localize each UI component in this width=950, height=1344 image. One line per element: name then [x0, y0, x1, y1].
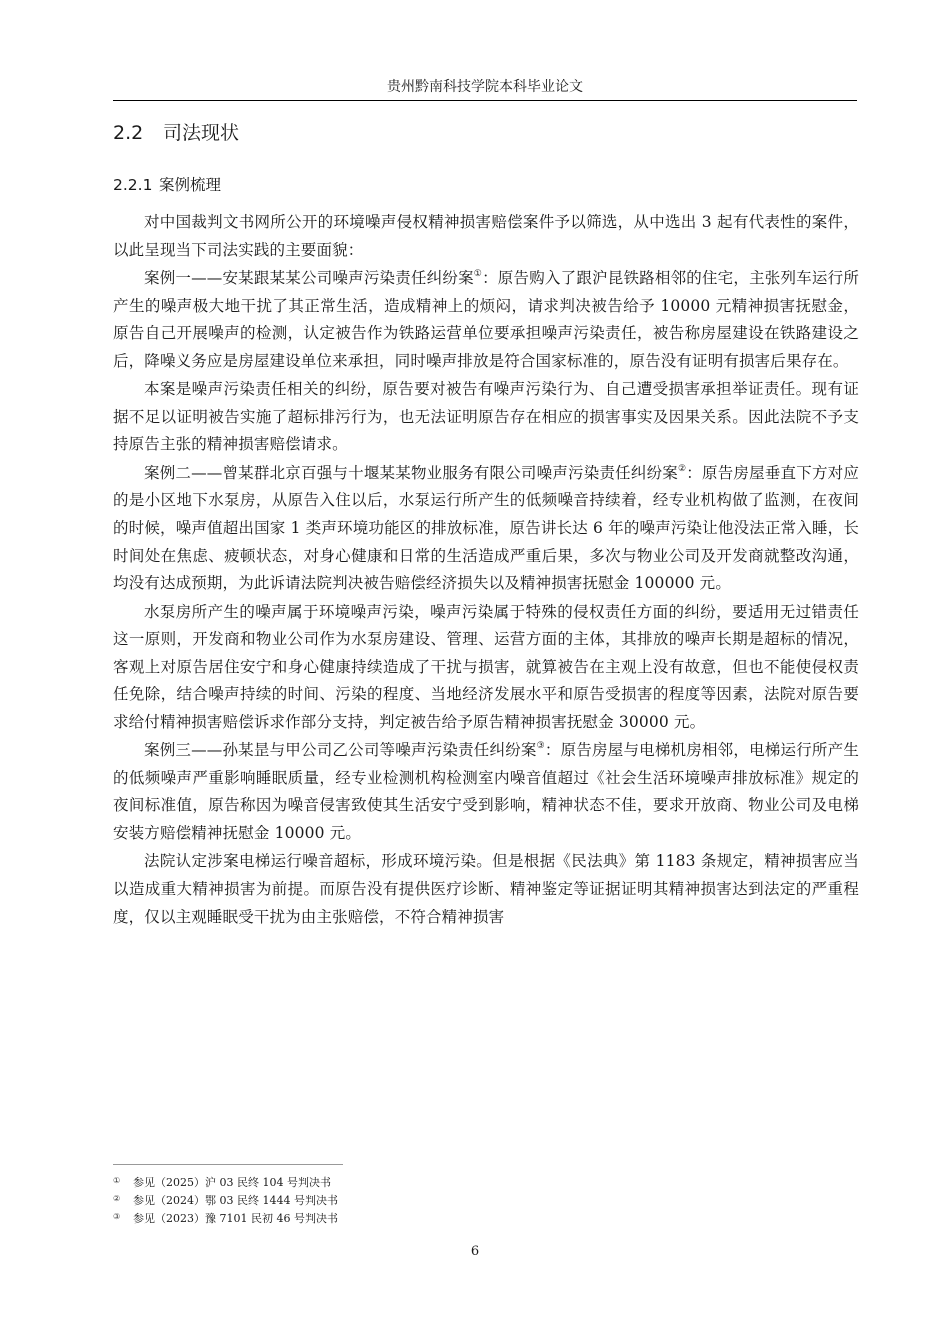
paragraph — [113, 737, 859, 847]
subsection-number: 2.2.1 — [113, 176, 153, 194]
paragraph-text: ：原告购入了跟沪昆铁路相邻的住宅，主张列车运行所产生的噪声极大地干扰了其正常生活，造成精神上的烦闷，请求判决被告给予 10000 元精神损害抚慰金，原告自己开展噪声的检测，认定被告作为铁路运营单位要承担噪声污染责任，被告称房屋建设在铁路建设之后，降噪义务应是房屋建设单位来承担，同时噪声排放是符合国家标准的，原告没有证明有损害后果存在。 — [113, 268, 859, 370]
paragraph — [113, 848, 859, 931]
subsection-heading — [113, 175, 221, 195]
footnote — [113, 1190, 813, 1208]
paragraph-text: 本案是噪声污染责任相关的纠纷，原告要对被告有噪声污染行为、自己遭受损害承担举证责任。现有证据不足以证明被告实施了超标排污行为，也无法证明原告存在相应的损害事实及因果关系。因此法院不予支持原告主张的精神损害赔偿请求。 — [113, 380, 859, 454]
section-heading — [113, 121, 239, 145]
footnote-ref[interactable]: ③ — [536, 741, 545, 752]
footnotes — [113, 1172, 813, 1226]
footnote — [113, 1208, 813, 1226]
footnote-text: 参见（2023）豫 7101 民初 46 号判决书 — [133, 1212, 338, 1225]
header-rule — [113, 100, 857, 101]
paragraph-text: 案例二——曾某群北京百强与十堰某某物业服务有限公司噪声污染责任纠纷案 — [144, 463, 678, 482]
section-number: 2.2 — [113, 122, 144, 144]
paragraph-text: 案例三——孙某昰与甲公司乙公司等噪声污染责任纠纷案 — [144, 741, 537, 760]
footnote-ref[interactable]: ② — [678, 463, 687, 474]
footnote-mark: ① — [113, 1176, 121, 1185]
footnote-ref[interactable]: ① — [473, 268, 483, 279]
footnote-text: 参见（2024）鄂 03 民终 1444 号判决书 — [133, 1194, 338, 1207]
body-text — [113, 209, 859, 931]
footnote-separator — [113, 1164, 343, 1165]
paragraph — [113, 209, 859, 264]
paragraph-text: 对中国裁判文书网所公开的环境噪声侵权精神损害赔偿案件予以筛选，从中选出 3 起有代表性的案件，以此呈现当下司法实践的主要面貌： — [113, 213, 859, 259]
footnote-mark: ② — [113, 1194, 121, 1203]
paragraph — [113, 265, 859, 375]
paragraph-text: 水泵房所产生的噪声属于环境噪声污染，噪声污染属于特殊的侵权责任方面的纠纷，要适用无过错责任这一原则，开发商和物业公司作为水泵房建设、管理、运营方面的主体，其排放的噪声长期是超标的情况，客观上对原告居住安宁和身心健康持续造成了干扰与损害，就算被告在主观上没有故意，但也不能使侵权责任免除，结合噪声持续的时间、污染的程度、当地经济发展水平和原告受损害的程度等因素，法院对原告要求给付精神损害赔偿诉求作部分支持，判定被告给予原告精神损害抚慰金 30000 元。 — [113, 602, 859, 731]
footnote-text: 参见（2025）沪 03 民终 104 号判决书 — [133, 1176, 331, 1189]
running-header: 贵州黔南科技学院本科毕业论文 — [387, 79, 583, 95]
footnote-mark: ③ — [113, 1212, 121, 1221]
paragraph-text: ：原告房屋垂直下方对应的是小区地下水泵房，从原告入住以后，水泵运行所产生的低频噪音持续着，经专业机构做了监测，在夜间的时候，噪声值超出国家 1 类声环境功能区的排放标准，原告讲长达 6 年的噪声污染让他没法正常入睡，长时间处在焦虑、疲顿状态，对身心健康和日常的生活造成严重后果，多次与物业公司及开发商就整改沟通，均没有达成预期，为此诉请法院判决被告赔偿经济损失以及精神损害抚慰金 100000 元。 — [113, 463, 860, 593]
paragraph — [113, 376, 859, 459]
paragraph-text: ：原告房屋与电梯机房相邻，电梯运行所产生的低频噪声严重影响睡眠质量，经专业检测机构检测室内噪音值超过《社会生活环境噪声排放标准》规定的夜间标准值，原告称因为噪音侵害致使其生活安宁受到影响，精神状态不佳，要求开放商、物业公司及电梯安装方赔偿精神抚慰金 10000 元。 — [113, 741, 859, 843]
paragraph — [113, 599, 859, 737]
paragraph — [113, 460, 859, 598]
paragraph-text: 案例一——安某跟某某公司噪声污染责任纠纷案 — [144, 268, 474, 287]
section-title: 司法现状 — [163, 122, 240, 144]
page-number: 6 — [470, 1244, 480, 1259]
paragraph-text: 法院认定涉案电梯运行噪音超标，形成环境污染。但是根据《民法典》第 1183 条规定，精神损害应当以造成重大精神损害为前提。而原告没有提供医疗诊断、精神鉴定等证据证明其精神损害达到法定的严重程度，仅以主观睡眠受干扰为由主张赔偿，不符合精神损害 — [113, 852, 859, 926]
subsection-title: 案例梳理 — [159, 176, 222, 194]
footnote — [113, 1172, 813, 1190]
